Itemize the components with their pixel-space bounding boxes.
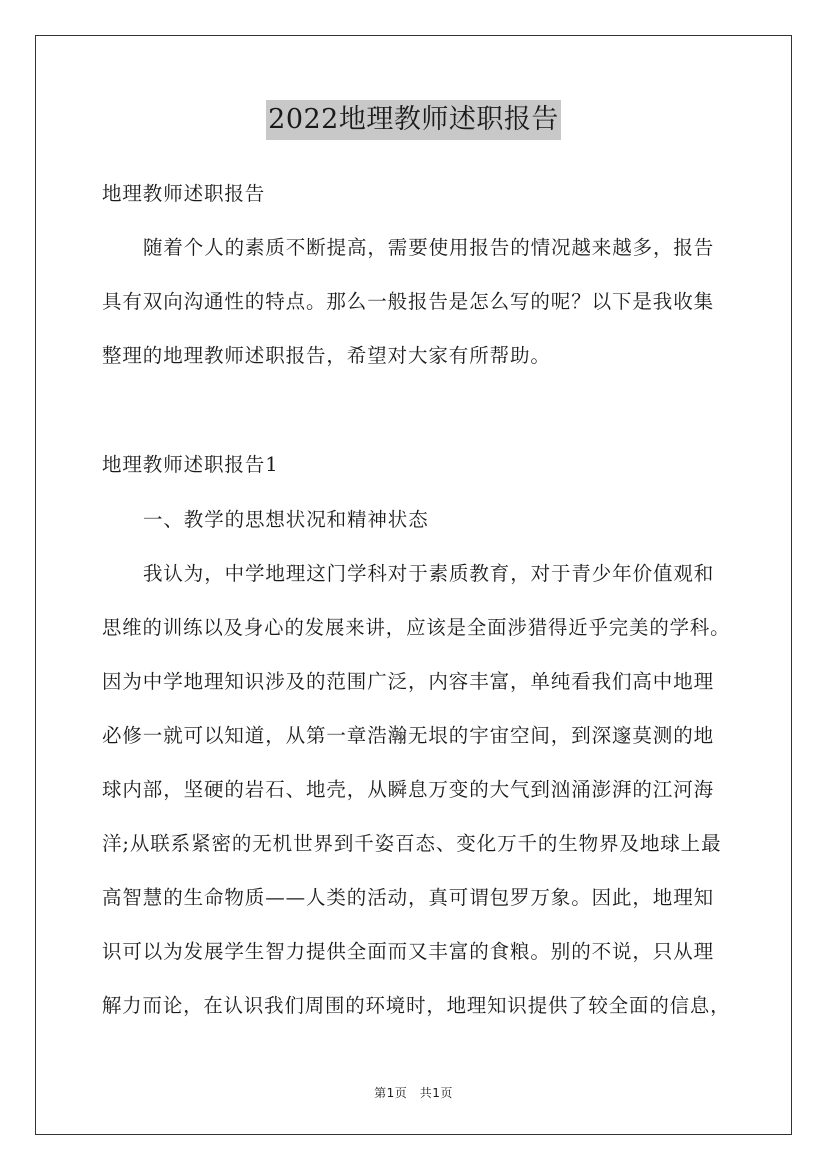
body-line: 解力而论，在认识我们周围的环境时，地理知识提供了较全面的信息，: [102, 994, 731, 1017]
body-line: 洋;从联系紧密的无机世界到千姿百态、变化万千的生物界及地球上最: [102, 832, 722, 855]
document-subtitle: 地理教师述职报告: [102, 182, 266, 205]
body-line: 我认为，中学地理这门学科对于素质教育，对于青少年价值观和: [143, 562, 715, 585]
intro-line: 整理的地理教师述职报告，希望对大家有所帮助。: [102, 344, 551, 367]
body-line: 思维的训练以及身心的发展来讲，应该是全面涉猎得近乎完美的学科。: [102, 616, 731, 639]
intro-line: 随着个人的素质不断提高，需要使用报告的情况越来越多，报告: [143, 236, 715, 259]
document-title: 2022地理教师述职报告: [266, 100, 561, 140]
body-line: 必修一就可以知道，从第一章浩瀚无垠的宇宙空间，到深邃莫测的地: [102, 724, 715, 747]
body-line: 球内部，坚硬的岩石、地壳，从瞬息万变的大气到汹涌澎湃的江河海: [102, 778, 715, 801]
section-heading: 一、教学的思想状况和精神状态: [143, 508, 429, 531]
title-container: [0, 100, 827, 140]
body-line: 识可以为发展学生智力提供全面而又丰富的食粮。别的不说，只从理: [102, 940, 715, 963]
section-title: 地理教师述职报告1: [102, 453, 279, 476]
body-line: 因为中学地理知识涉及的范围广泛，内容丰富，单纯看我们高中地理: [102, 670, 715, 693]
body-line: 高智慧的生命物质——人类的活动，真可谓包罗万象。因此，地理知: [102, 886, 715, 909]
page-footer: 第1页 共1页: [374, 1086, 453, 1100]
intro-line: 具有双向沟通性的特点。那么一般报告是怎么写的呢？以下是我收集: [102, 290, 715, 313]
